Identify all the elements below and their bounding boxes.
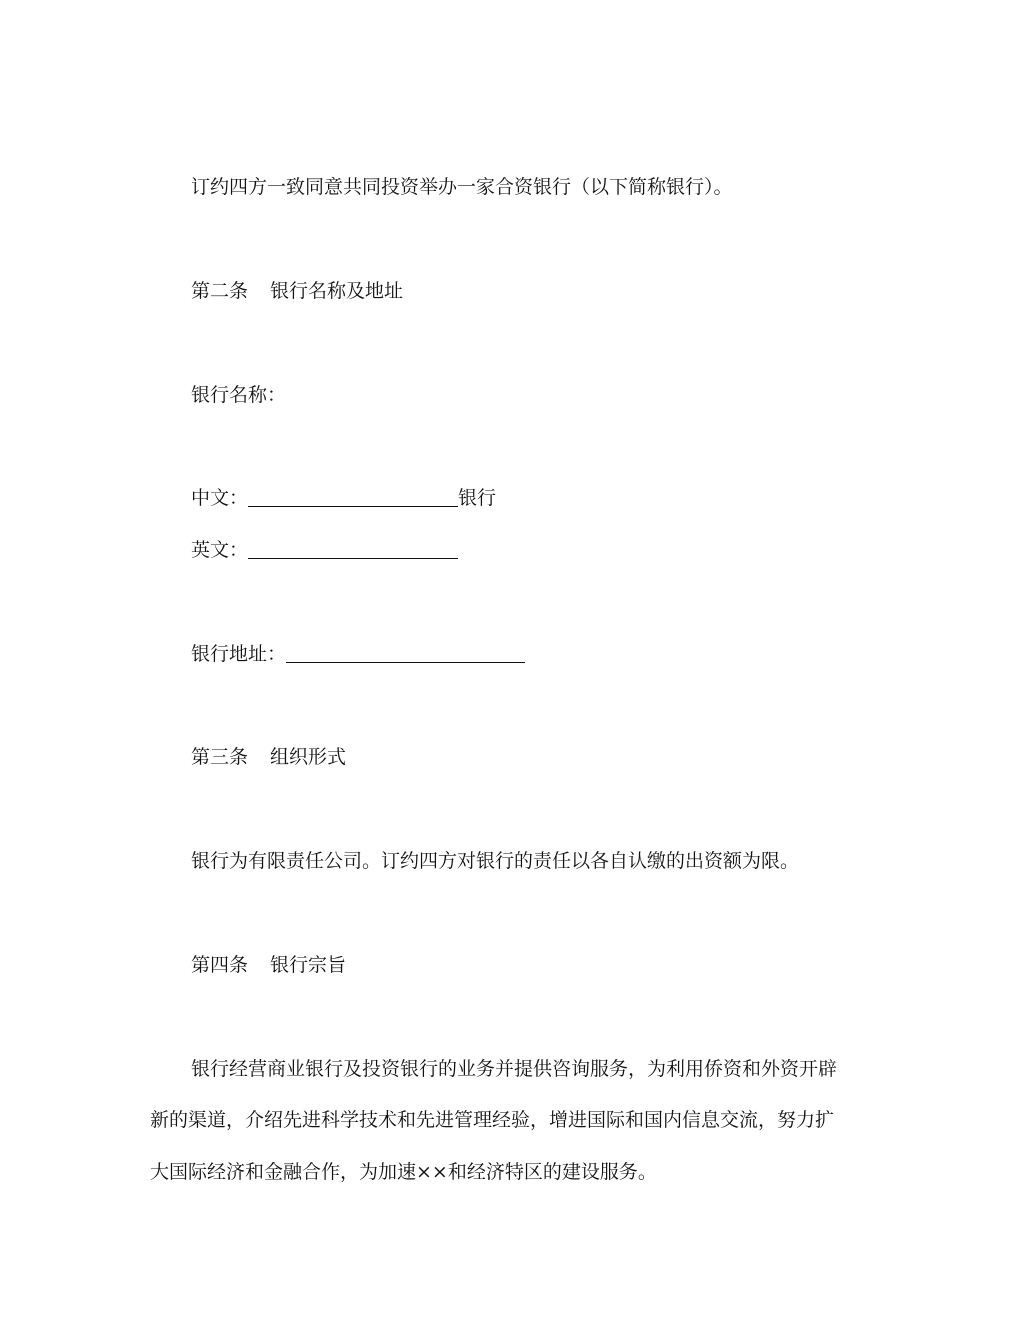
intro-paragraph: 订约四方一致同意共同投资举办一家合资银行（以下简称银行）。 <box>191 176 733 198</box>
chinese-name-blank[interactable] <box>248 486 458 507</box>
article-2-heading <box>191 278 403 304</box>
article-4-number: 第四条 <box>191 954 249 976</box>
address-row <box>191 641 525 667</box>
article-3-body: 银行为有限责任公司。订约四方对银行的责任以各自认缴的出资额为限。 <box>191 850 800 872</box>
article-4-title: 银行宗旨 <box>270 954 347 976</box>
article-3-heading <box>191 744 346 770</box>
article-2-title: 银行名称及地址 <box>270 280 404 302</box>
article-4-heading <box>191 952 346 978</box>
chinese-name-label: 中文： <box>191 487 249 509</box>
article-4-body-line-1: 银行经营商业银行及投资银行的业务并提供咨询服务，为利用侨资和外资开辟 <box>191 1058 838 1080</box>
article-3-title: 组织形式 <box>270 746 347 768</box>
article-2-number: 第二条 <box>191 280 249 302</box>
article-3-number: 第三条 <box>191 746 249 768</box>
address-blank[interactable] <box>286 642 525 663</box>
english-name-row <box>191 537 458 563</box>
address-label: 银行地址： <box>191 643 287 665</box>
bank-name-label: 银行名称： <box>191 384 287 406</box>
article-4-body-line-3: 大国际经济和金融合作，为加速××和经济特区的建设服务。 <box>150 1161 657 1183</box>
chinese-name-row <box>191 485 496 511</box>
chinese-name-suffix: 银行 <box>458 487 497 509</box>
english-name-label: 英文： <box>191 539 249 561</box>
english-name-blank[interactable] <box>248 538 458 559</box>
article-4-body-line-2: 新的渠道，介绍先进科学技术和先进管理经验，增进国际和国内信息交流，努力扩 <box>150 1109 835 1131</box>
